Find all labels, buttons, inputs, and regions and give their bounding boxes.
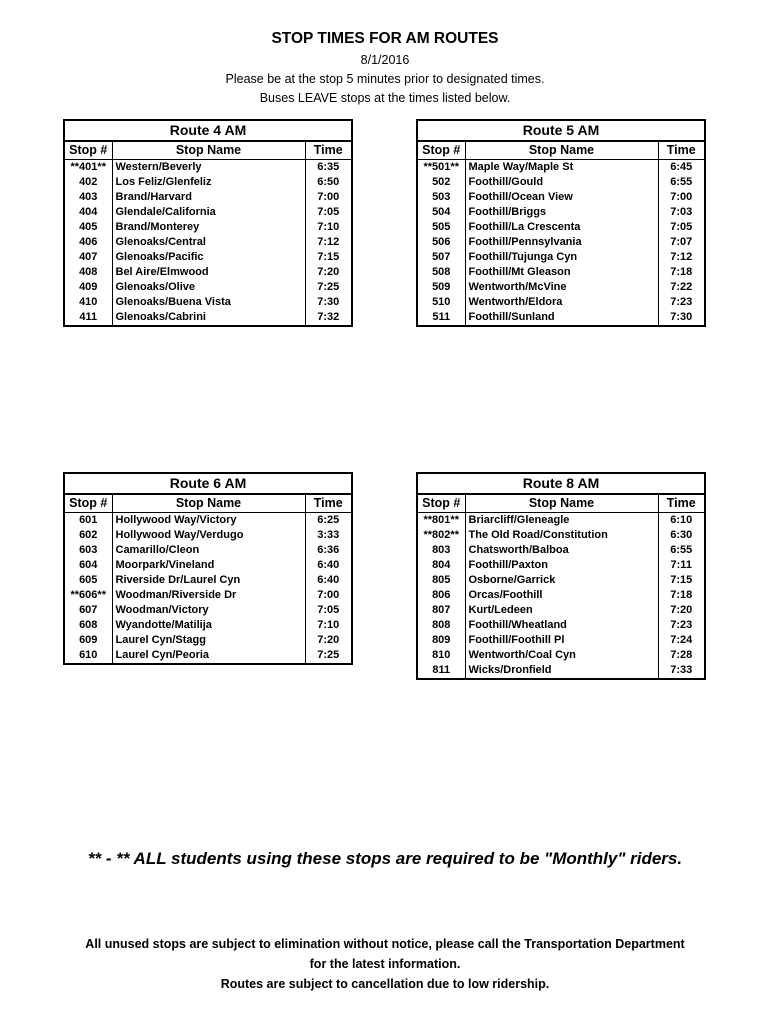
stop-time: 7:15	[317, 251, 340, 263]
stop-number: 403	[64, 190, 112, 205]
stop-number: 608	[64, 618, 112, 633]
column-header-name: Stop Name	[465, 141, 658, 160]
stop-time: 7:11	[670, 559, 692, 571]
stop-name: Brand/Monterey	[112, 220, 305, 235]
stop-time: 7:30	[317, 296, 340, 308]
column-header-stop: Stop #	[64, 141, 112, 160]
stop-name: Camarillo/Cleon	[112, 543, 305, 558]
table-row	[64, 250, 352, 265]
table-row	[64, 648, 352, 664]
table-row	[417, 663, 705, 679]
stop-name: Chatsworth/Balboa	[465, 543, 658, 558]
table-row	[64, 588, 352, 603]
stop-name: Glenoaks/Cabrini	[112, 310, 305, 326]
stop-name: Wentworth/Coal Cyn	[465, 648, 658, 663]
stop-number: 411	[64, 310, 112, 326]
column-header-stop: Stop #	[64, 494, 112, 513]
stop-time: 6:50	[317, 176, 340, 188]
stop-number: 407	[64, 250, 112, 265]
stop-number: 609	[64, 633, 112, 648]
stop-time: 6:36	[317, 544, 340, 556]
stop-time: 7:24	[670, 634, 693, 646]
route-title: Route 8 AM	[417, 473, 705, 494]
stop-name: Foothill/Pennsylvania	[465, 235, 658, 250]
table-row	[64, 528, 352, 543]
stop-time: 7:20	[317, 266, 340, 278]
stop-name: Orcas/Foothill	[465, 588, 658, 603]
stop-number: 503	[417, 190, 465, 205]
column-header-time: Time	[658, 494, 705, 513]
column-header-name: Stop Name	[465, 494, 658, 513]
stop-name: Moorpark/Vineland	[112, 558, 305, 573]
column-header-name: Stop Name	[112, 494, 305, 513]
footer-elimination-notice: All unused stops are subject to elimination without notice, please call the Transportation Department	[85, 937, 685, 951]
stop-number: **401**	[64, 160, 112, 176]
stop-number: 604	[64, 558, 112, 573]
stop-number: 406	[64, 235, 112, 250]
stop-number: 607	[64, 603, 112, 618]
stop-name: Brand/Harvard	[112, 190, 305, 205]
stop-name: Wentworth/Eldora	[465, 295, 658, 310]
stop-number: 807	[417, 603, 465, 618]
stop-number: 504	[417, 205, 465, 220]
stop-number: 402	[64, 175, 112, 190]
arrival-instruction: Please be at the stop 5 minutes prior to designated times.	[225, 72, 545, 86]
stop-number: 601	[64, 513, 112, 529]
stop-name: Osborne/Garrick	[465, 573, 658, 588]
stop-time: 7:03	[670, 206, 693, 218]
stop-name: Hollywood Way/Verdugo	[112, 528, 305, 543]
stop-number: **802**	[417, 528, 465, 543]
stop-time: 6:25	[317, 514, 340, 526]
stop-name: Woodman/Riverside Dr	[112, 588, 305, 603]
stop-name: Foothill/Gould	[465, 175, 658, 190]
column-header-stop: Stop #	[417, 141, 465, 160]
stop-number: 409	[64, 280, 112, 295]
stop-time: 7:00	[317, 589, 340, 601]
stop-time: 6:10	[670, 514, 693, 526]
table-row	[64, 280, 352, 295]
stop-number: 811	[417, 663, 465, 679]
table-row	[417, 235, 705, 250]
table-row	[417, 250, 705, 265]
stop-time: 7:15	[670, 574, 693, 586]
stop-time: 7:33	[670, 664, 693, 676]
monthly-riders-note: ** - ** ALL students using these stops are required to be "Monthly" riders.	[87, 849, 683, 868]
stop-name: Laurel Cyn/Stagg	[112, 633, 305, 648]
table-row	[417, 513, 705, 529]
stop-time: 7:23	[670, 296, 693, 308]
effective-date: 8/1/2016	[360, 53, 410, 67]
table-row	[417, 295, 705, 310]
table-row	[417, 265, 705, 280]
route-title: Route 5 AM	[417, 120, 705, 141]
stop-name: Hollywood Way/Victory	[112, 513, 305, 529]
table-row	[417, 603, 705, 618]
stop-time: 6:30	[670, 529, 693, 541]
table-row	[64, 235, 352, 250]
table-row	[417, 648, 705, 663]
stop-name: Wyandotte/Matilija	[112, 618, 305, 633]
column-header-time: Time	[305, 494, 352, 513]
stop-number: 410	[64, 295, 112, 310]
table-row	[64, 543, 352, 558]
stop-number: **606**	[64, 588, 112, 603]
page-title: STOP TIMES FOR AM ROUTES	[271, 30, 499, 47]
table-row	[64, 265, 352, 280]
stop-time: 7:12	[670, 251, 693, 263]
stop-number: 602	[64, 528, 112, 543]
stop-name: Foothill/Wheatland	[465, 618, 658, 633]
stop-time: 7:20	[670, 604, 693, 616]
stop-time: 7:12	[317, 236, 340, 248]
stop-time: 7:25	[317, 281, 340, 293]
stop-time: 6:35	[317, 161, 340, 173]
table-row	[64, 160, 352, 176]
table-row	[64, 618, 352, 633]
column-header-name: Stop Name	[112, 141, 305, 160]
stop-time: 7:10	[317, 221, 340, 233]
stop-number: 509	[417, 280, 465, 295]
stop-number: 806	[417, 588, 465, 603]
stop-number: **801**	[417, 513, 465, 529]
stop-number: 510	[417, 295, 465, 310]
table-row	[417, 618, 705, 633]
stop-name: Glenoaks/Olive	[112, 280, 305, 295]
stop-name: Foothill/Paxton	[465, 558, 658, 573]
column-header-time: Time	[305, 141, 352, 160]
table-row	[417, 528, 705, 543]
stop-time: 6:45	[670, 161, 693, 173]
stop-number: 805	[417, 573, 465, 588]
stop-name: The Old Road/Constitution	[465, 528, 658, 543]
stop-number: 603	[64, 543, 112, 558]
stop-name: Maple Way/Maple St	[465, 160, 658, 176]
table-row	[417, 175, 705, 190]
table-row	[64, 205, 352, 220]
table-row	[417, 160, 705, 176]
stop-time: 7:00	[670, 191, 693, 203]
table-row	[417, 633, 705, 648]
stop-number: 405	[64, 220, 112, 235]
stop-time: 7:05	[317, 604, 340, 616]
stop-number: 502	[417, 175, 465, 190]
stop-number: 804	[417, 558, 465, 573]
table-row	[64, 603, 352, 618]
stop-name: Foothill/Briggs	[465, 205, 658, 220]
stop-name: Western/Beverly	[112, 160, 305, 176]
stop-number: 810	[417, 648, 465, 663]
stop-name: Foothill/Foothill Pl	[465, 633, 658, 648]
stop-time: 7:18	[670, 266, 693, 278]
stop-time: 7:00	[317, 191, 340, 203]
table-row	[64, 190, 352, 205]
stop-name: Wentworth/McVine	[465, 280, 658, 295]
table-row	[64, 558, 352, 573]
stop-number: 404	[64, 205, 112, 220]
stop-time: 7:05	[670, 221, 693, 233]
column-header-time: Time	[658, 141, 705, 160]
stop-name: Glenoaks/Buena Vista	[112, 295, 305, 310]
stop-number: 506	[417, 235, 465, 250]
stop-name: Glendale/California	[112, 205, 305, 220]
stop-name: Kurt/Ledeen	[465, 603, 658, 618]
table-row	[417, 543, 705, 558]
stop-name: Foothill/Tujunga Cyn	[465, 250, 658, 265]
stop-time: 7:23	[670, 619, 693, 631]
stop-name: Foothill/Sunland	[465, 310, 658, 326]
table-row	[64, 220, 352, 235]
stop-number: 507	[417, 250, 465, 265]
stop-time: 6:40	[317, 574, 340, 586]
table-row	[417, 558, 705, 573]
table-row	[417, 205, 705, 220]
stop-number: 505	[417, 220, 465, 235]
stop-time: 6:55	[670, 544, 693, 556]
stop-name: Wicks/Dronfield	[465, 663, 658, 679]
stop-name: Glenoaks/Central	[112, 235, 305, 250]
route-6-table	[63, 472, 353, 665]
table-row	[417, 573, 705, 588]
stop-time: 7:07	[670, 236, 693, 248]
stop-name: Foothill/La Crescenta	[465, 220, 658, 235]
stop-number: 610	[64, 648, 112, 664]
route-4-table	[63, 119, 353, 327]
stop-time: 6:40	[317, 559, 340, 571]
route-5-table	[416, 119, 706, 327]
stop-time: 7:32	[317, 311, 340, 323]
stop-number: 605	[64, 573, 112, 588]
stop-name: Bel Aire/Elmwood	[112, 265, 305, 280]
stop-time: 7:10	[317, 619, 340, 631]
table-row	[417, 310, 705, 326]
column-header-stop: Stop #	[417, 494, 465, 513]
stop-name: Foothill/Ocean View	[465, 190, 658, 205]
stop-time: 6:55	[670, 176, 693, 188]
stop-time: 7:28	[670, 649, 693, 661]
footer-cancellation-notice: Routes are subject to cancellation due to low ridership.	[220, 977, 550, 991]
stop-time: 3:33	[317, 529, 340, 541]
table-row	[64, 175, 352, 190]
route-8-table	[416, 472, 706, 680]
route-title: Route 6 AM	[64, 473, 352, 494]
table-row	[417, 220, 705, 235]
stop-time: 7:22	[670, 281, 693, 293]
stop-time: 7:25	[317, 649, 340, 661]
table-row	[64, 633, 352, 648]
stop-number: 408	[64, 265, 112, 280]
stop-number: 508	[417, 265, 465, 280]
footer-information-notice: for the latest information.	[309, 957, 461, 971]
stop-name: Briarcliff/Gleneagle	[465, 513, 658, 529]
table-row	[64, 295, 352, 310]
table-row	[64, 573, 352, 588]
stop-name: Foothill/Mt Gleason	[465, 265, 658, 280]
stop-time: 7:20	[317, 634, 340, 646]
stop-time: 7:30	[670, 311, 693, 323]
stop-number: 809	[417, 633, 465, 648]
stop-name: Woodman/Victory	[112, 603, 305, 618]
stop-time: 7:05	[317, 206, 340, 218]
table-row	[417, 588, 705, 603]
stop-name: Laurel Cyn/Peoria	[112, 648, 305, 664]
route-title: Route 4 AM	[64, 120, 352, 141]
stop-name: Riverside Dr/Laurel Cyn	[112, 573, 305, 588]
stop-number: 803	[417, 543, 465, 558]
stop-name: Glenoaks/Pacific	[112, 250, 305, 265]
table-row	[64, 310, 352, 326]
table-row	[417, 190, 705, 205]
stop-time: 7:18	[670, 589, 693, 601]
stop-name: Los Feliz/Glenfeliz	[112, 175, 305, 190]
stop-number: **501**	[417, 160, 465, 176]
departure-instruction: Buses LEAVE stops at the times listed below.	[259, 91, 511, 105]
table-row	[64, 513, 352, 529]
table-row	[417, 280, 705, 295]
stop-number: 808	[417, 618, 465, 633]
stop-number: 511	[417, 310, 465, 326]
